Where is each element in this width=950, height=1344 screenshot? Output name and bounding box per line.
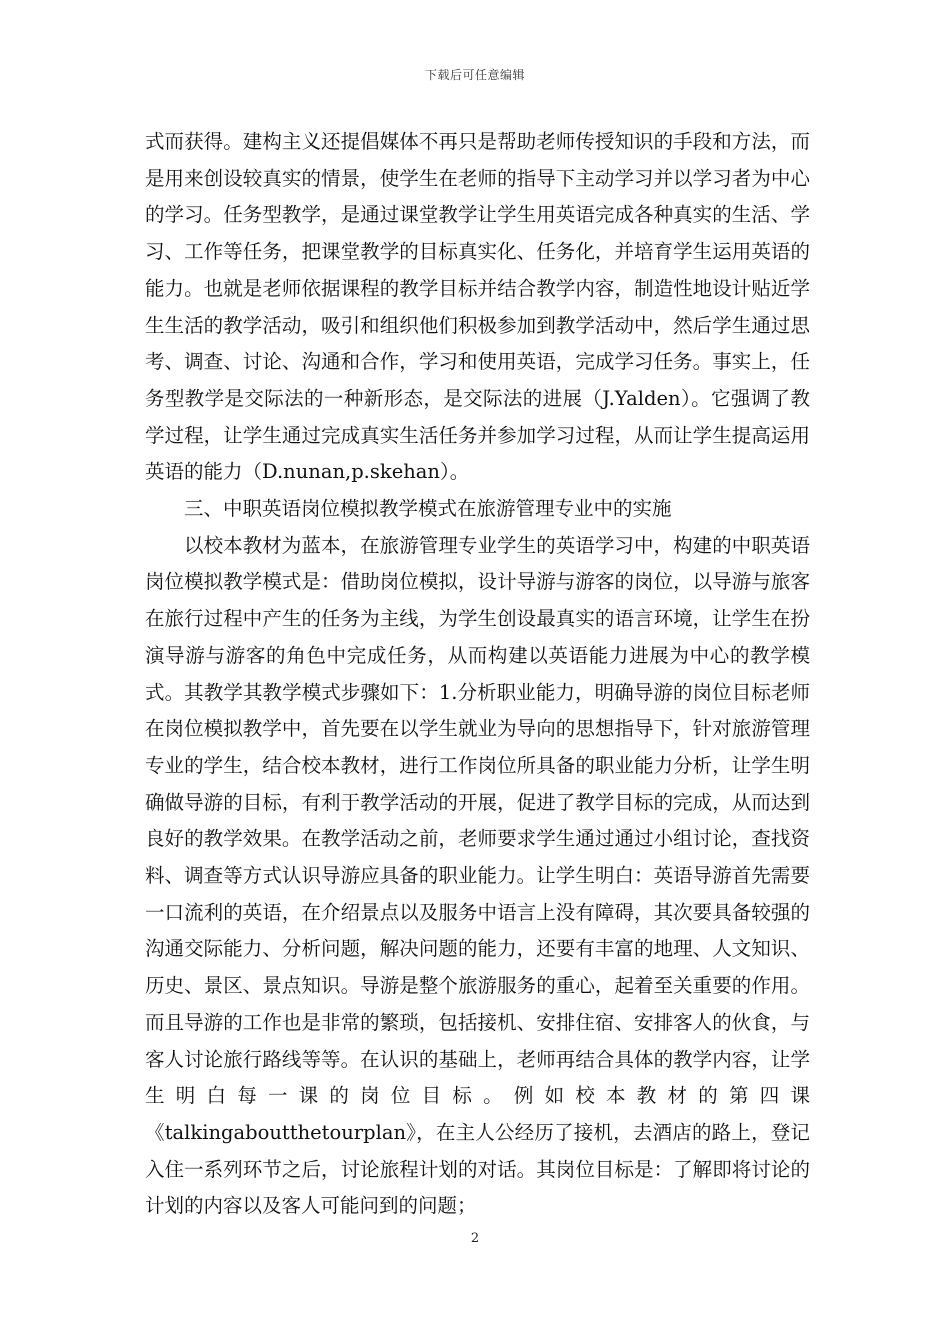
section-heading: 三、中职英语岗位模拟教学模式在旅游管理专业中的实施: [184, 497, 672, 521]
paragraph-continued: 式而获得。建构主义还提倡媒体不再只是帮助老师传授知识的手段和方法，而是用来创设较真实的情景，使学生在老师的指导下主动学习并以学习者为中心的学习。任务型教学，是通过课堂教学让学生用英语完成各种真实的生活、学习、工作等任务，把课堂教学的目标真实化、任务化，并培育学生运用英语的能力。也就是老师依据课程的教学目标并结合教学内容，制造性地设计贴近学生生活的教学活动，吸引和组织他们积极参加到教学活动中，然后学生通过思考、调查、讨论、沟通和合作，学习和使用英语，完成学习任务。事实上，任务型教学是交际法的一种新形态，是交际法的进展（J.Yalden）。它强调了教学过程，让学生通过完成真实生活任务并参加学习过程，从而让学生提高运用英语的能力（D.nunan,p.skehan）。: [145, 130, 810, 484]
page-header: 下载后可任意编辑: [424, 68, 525, 82]
document-body: [145, 124, 810, 1225]
page-number: 2: [470, 1231, 480, 1246]
paragraph: 以校本教材为蓝本，在旅游管理专业学生的英语学习中，构建的中职英语岗位模拟教学模式是：借助岗位模拟，设计导游与游客的岗位，以导游与旅客在旅行过程中产生的任务为主线，为学生创设最真实的语言环境，让学生在扮演导游与游客的角色中完成任务，从而构建以英语能力进展为中心的教学模式。其教学其教学模式步骤如下：1.分析职业能力，明确导游的岗位目标老师在岗位模拟教学中，首先要在以学生就业为导向的思想指导下，针对旅游管理专业的学生，结合校本教材，进行工作岗位所具备的职业能力分析，让学生明确做导游的目标，有利于教学活动的开展，促进了教学目标的完成，从而达到良好的教学效果。在教学活动之前，老师要求学生通过通过小组讨论，查找资料、调查等方式认识导游应具备的职业能力。让学生明白：英语导游首先需要一口流利的英语，在介绍景点以及服务中语言上没有障碍，其次要具备较强的沟通交际能力、分析问题，解决问题的能力，还要有丰富的地理、人文知识、历史、景区、景点知识。导游是整个旅游服务的重心，起着至关重要的作用。而且导游的工作也是非常的繁琐，包括接机、安排住宿、安排客人的伙食，与客人讨论旅行路线等等。在认识的基础上，老师再结合具体的教学内容，让学生明白每一课的岗位目标。例如校本教材的第四课《talkingaboutthetourplan》，在主人公经历了接机，去酒店的路上，登记入住一系列环节之后，讨论旅程计划的对话。其岗位目标是：了解即将讨论的计划的内容以及客人可能问到的问题；: [145, 533, 810, 1218]
